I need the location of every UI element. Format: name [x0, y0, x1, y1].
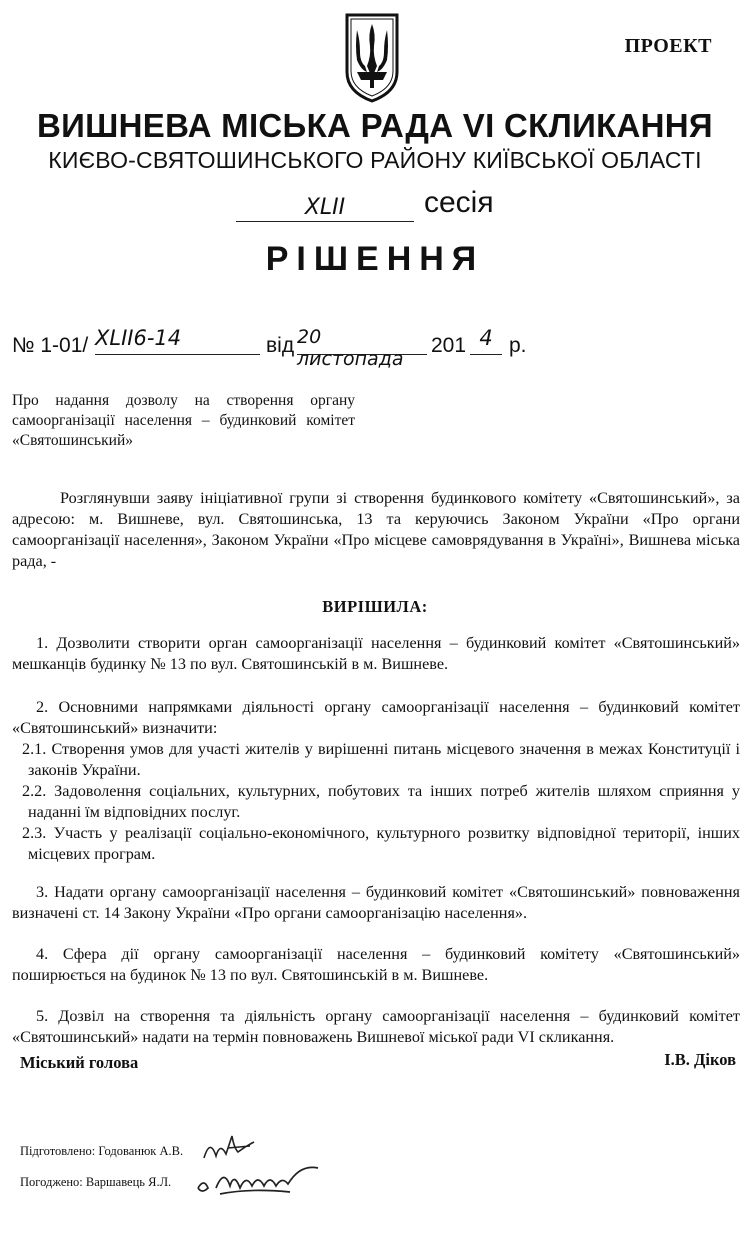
session-number: XLII — [236, 195, 414, 222]
coat-of-arms-icon — [343, 12, 401, 104]
decision-title: РІШЕННЯ — [265, 240, 485, 278]
district-title: КИЄВО-СВЯТОШИНСЬКОГО РАЙОНУ КИЇВСЬКОЇ ОБЛАСТІ — [48, 147, 702, 173]
year-prefix: 201 — [431, 334, 467, 357]
preamble: Розглянувши заяву ініціативної групи зі створення будинкового комітету «Святошинський», за адресою: м. Вишневе, вул. Святошинська, 13 та керуючись Законом України «Про органи самоорганізації населення», Законом України «Про місцеве самоврядування в Україні», Вишнева міська рада, - — [12, 489, 740, 570]
year-suffix: р. — [509, 334, 527, 357]
item-2-2: 2.2. Задоволення соціальних, культурних, побутових та інших потреб жителів шляхом сприяння у наданні їм відповідних послуг. — [22, 782, 740, 821]
item-1: 1. Дозволити створити орган самоорганізації населення – будинковий комітет «Святошинський» мешканців будинку № 13 по вул. Святошинській в м. Вишневе. — [12, 634, 740, 673]
draft-label: ПРОЕКТ — [624, 35, 712, 57]
item-4: 4. Сфера дії органу самоорганізації населення – будинковий комітету «Святошинський» поширюється на будинок № 13 по вул. Святошинській в м. Вишневе. — [12, 945, 740, 984]
session-word: сесія — [424, 186, 494, 219]
item-3: 3. Надати органу самоорганізації населення – будинковий комітет «Святошинський» повноваження визначені ст. 14 Закону України «Про органи самоорганізацію населення». — [12, 883, 740, 922]
decision-number-handwritten: XLII6-14 — [95, 326, 260, 355]
year-handwritten: 4 — [470, 326, 502, 355]
resolved-heading: ВИРІШИЛА: — [322, 597, 428, 616]
item-2: 2. Основними напрямками діяльності органу самоорганізації населення – будинковий комітет «Святошинський» визначити: — [12, 698, 740, 737]
date-from-label: від — [266, 334, 295, 357]
item-2-1: 2.1. Створення умов для участі жителів у вирішенні питань місцевого значення в межах Конституції і законів України. — [22, 740, 740, 779]
prepared-by: Підготовлено: Годованюк А.В. — [20, 1144, 184, 1158]
agreed-by: Погоджено: Варшавець Я.Л. — [20, 1175, 172, 1189]
mayor-name: І.В. Діков — [664, 1050, 736, 1069]
item-2-3: 2.3. Участь у реалізації соціально-економічного, культурного розвитку відповідної території, інших місцевих програм. — [22, 824, 740, 863]
decision-date-handwritten: 20 листопада — [297, 326, 427, 355]
item-5: 5. Дозвіл на створення та діяльність органу самоорганізації населення – будинковий комітет «Святошинський» надати на термін повноважень Вишневої міської ради VI скликання. — [12, 1007, 740, 1046]
mayor-label: Міський голова — [20, 1053, 139, 1072]
council-title: ВИШНЕВА МІСЬКА РАДА VI СКЛИКАННЯ — [37, 107, 713, 144]
signature-agreed-icon — [190, 1158, 325, 1203]
decision-number-prefix: № 1-01/ — [12, 334, 89, 357]
decision-subject: Про надання дозволу на створення органу самоорганізації населення – будинковий комітет «Святошинський» — [12, 392, 355, 449]
